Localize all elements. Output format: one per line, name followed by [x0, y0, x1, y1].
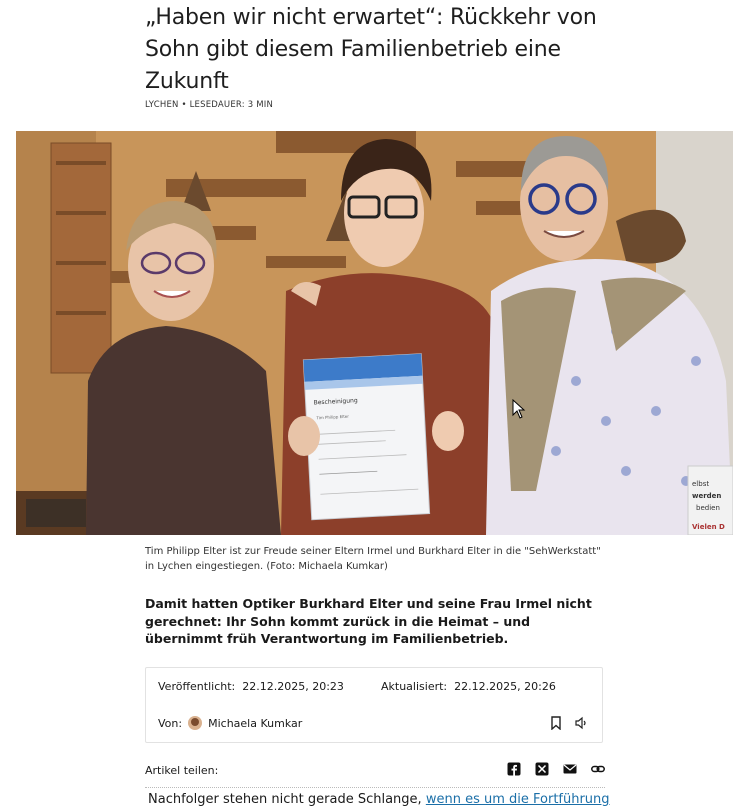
divider — [145, 787, 605, 788]
article-photo — [16, 131, 733, 535]
article-headline: „Haben wir nicht erwartet“: Rückkehr von Sohn gibt diesem Familienbetrieb eine Zukunft — [145, 5, 597, 94]
author-avatar[interactable] — [188, 716, 202, 730]
facebook-icon[interactable] — [507, 762, 521, 776]
body-link[interactable]: wenn es um die Fortführung — [425, 792, 610, 807]
reading-time: LESEDAUER: 3 MIN — [189, 100, 274, 110]
share-label: Artikel teilen: — [145, 763, 219, 777]
location-label: LYCHEN — [145, 100, 179, 110]
article-meta — [145, 100, 273, 110]
share-bar — [145, 760, 605, 780]
author-name[interactable]: Michaela Kumkar — [208, 716, 303, 730]
published-label: Veröffentlicht: — [158, 680, 236, 693]
article-info-box — [145, 667, 603, 743]
published-row — [158, 680, 344, 693]
sign-line-2: werden — [692, 492, 722, 500]
sign-line-1: elbst — [692, 480, 710, 488]
updated-value: 22.12.2025, 20:26 — [454, 680, 556, 693]
certificate-title: Bescheinigung — [313, 397, 358, 407]
article-body-start — [148, 792, 618, 807]
article-lead: Damit hatten Optiker Burkhard Elter und seine Frau Irmel nicht gerechnet: Ihr Sohn kommt zurück in die Heimat – und übernimmt früh Verantwortung im Familienbetrieb. — [145, 596, 592, 646]
meta-separator: • — [181, 100, 190, 110]
speaker-icon[interactable] — [574, 716, 588, 730]
updated-label: Aktualisiert: — [381, 680, 448, 693]
body-text: Nachfolger stehen nicht gerade Schlange, — [148, 792, 422, 807]
published-value: 22.12.2025, 20:23 — [242, 680, 344, 693]
x-icon[interactable] — [535, 762, 549, 776]
share-icons — [507, 762, 605, 776]
author-label: Von: — [158, 716, 183, 730]
sign-line-4: Vielen D — [692, 523, 725, 531]
author-row — [158, 716, 302, 730]
sign-line-3: bedien — [696, 504, 720, 512]
updated-row — [381, 680, 556, 693]
photo-caption: Tim Philipp Elter ist zur Freude seiner Eltern Irmel und Burkhard Elter in die "SehWerkstatt" in Lychen eingestiegen. (Foto: Michaela Kumkar) — [145, 546, 601, 572]
bookmark-icon[interactable] — [550, 716, 562, 730]
certificate-name: Tim Philipp Elter — [316, 413, 350, 421]
mail-icon[interactable] — [563, 762, 577, 776]
link-icon[interactable] — [591, 762, 605, 776]
mouse-cursor-icon — [512, 399, 526, 419]
